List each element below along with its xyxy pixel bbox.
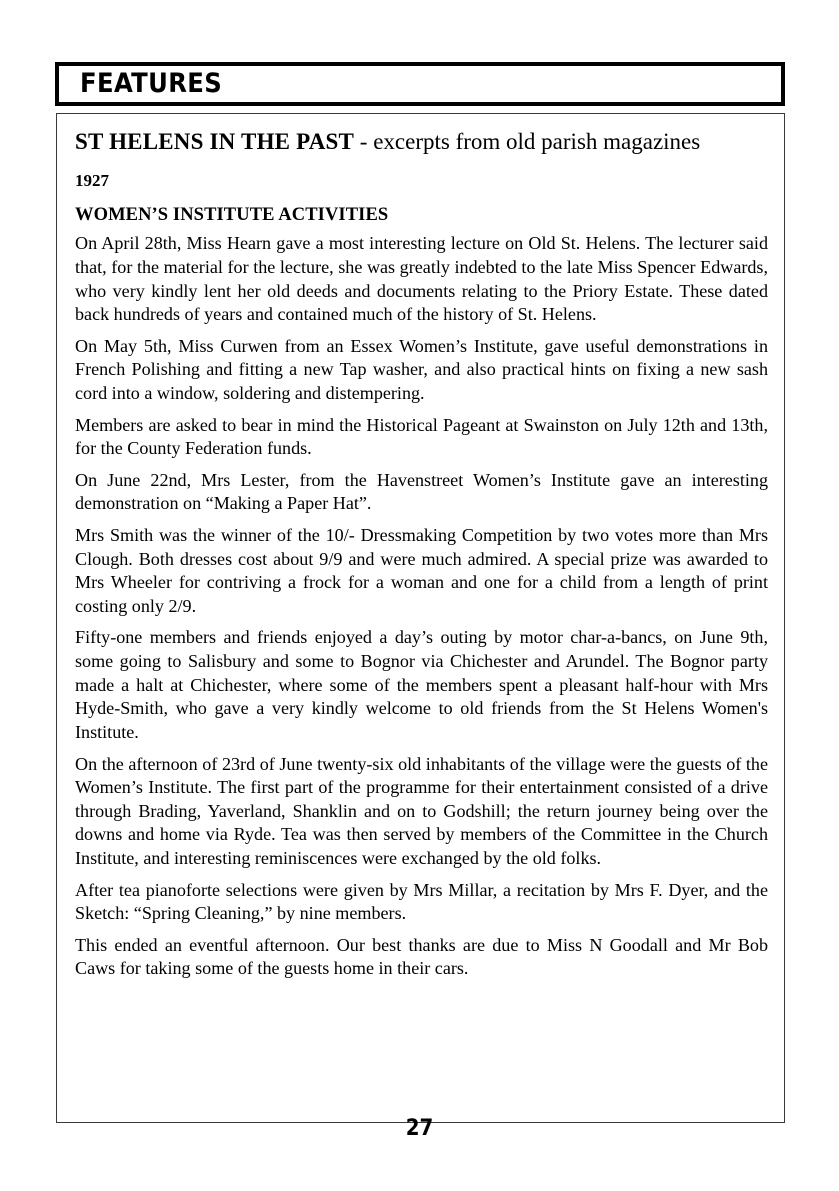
article-paragraph: After tea pianoforte selections were given by Mrs Millar, a recitation by Mrs F. Dyer, and the Sketch: “Spring Cleaning,” by nine members. (75, 879, 768, 924)
article-paragraph: On the afternoon of 23rd of June twenty-six old inhabitants of the village were the guests of the Women’s Institute. The first part of the programme for their entertainment consisted of a drive through Brading, Yaverland, Shanklin and on to Godshill; the return journey being over the downs and home via Ryde. Tea was then served by members of the Committee in the Church Institute, and interesting reminiscences were exchanged by the old folks. (75, 753, 768, 868)
article-title-subtitle: - excerpts from old parish magazines (354, 129, 701, 154)
article-paragraph: Members are asked to bear in mind the Historical Pageant at Swainston on July 12th and 13th, for the County Federation funds. (75, 414, 768, 459)
article-paragraph: Mrs Smith was the winner of the 10/- Dressmaking Competition by two votes more than Mrs Clough. Both dresses cost about 9/9 and were much admired. A special prize was awarded to Mrs Wheeler for contriving a frock for a woman and one for a child from a length of print costing only 2/9. (75, 525, 768, 616)
article-container (56, 113, 785, 1123)
article-paragraph: On June 22nd, Mrs Lester, from the Havenstreet Women’s Institute gave an interesting demonstration on “Making a Paper Hat”. (75, 469, 768, 514)
section-heading: WOMEN’S INSTITUTE ACTIVITIES (75, 205, 389, 226)
article-paragraph: On April 28th, Miss Hearn gave a most interesting lecture on Old St. Helens. The lecturer said that, for the material for the lecture, she was greatly indebted to the late Miss Spencer Edwards, who very kindly lent her old deeds and documents relating to the Priory Estate. These dated back hundreds of years and contained much of the history of St. Helens. (75, 233, 768, 325)
article-title-main: ST HELENS IN THE PAST (75, 129, 355, 154)
article-title (75, 128, 768, 157)
article-paragraph: On May 5th, Miss Curwen from an Essex Women’s Institute, gave useful demonstrations in French Polishing and fitting a new Tap washer, and also practical hints on fixing a new sash cord into a window, soldering and distempering. (75, 335, 768, 403)
features-banner (55, 62, 785, 106)
page-number: 27 (405, 1116, 434, 1141)
year-heading: 1927 (75, 170, 109, 190)
features-banner-label: FEATURES (80, 67, 223, 99)
article-paragraph: This ended an eventful afternoon. Our best thanks are due to Miss N Goodall and Mr Bob Caws for taking some of the guests home in their cars. (75, 934, 768, 979)
article-paragraph: Fifty-one members and friends enjoyed a day’s outing by motor char-a-bancs, on June 9th, some going to Salisbury and some to Bognor via Chichester and Arundel. The Bognor party made a halt at Chichester, where some of the members spent a pleasant half-hour with Mrs Hyde-Smith, who gave a very kindly welcome to old friends from the St Helens Women's Institute. (75, 627, 768, 742)
